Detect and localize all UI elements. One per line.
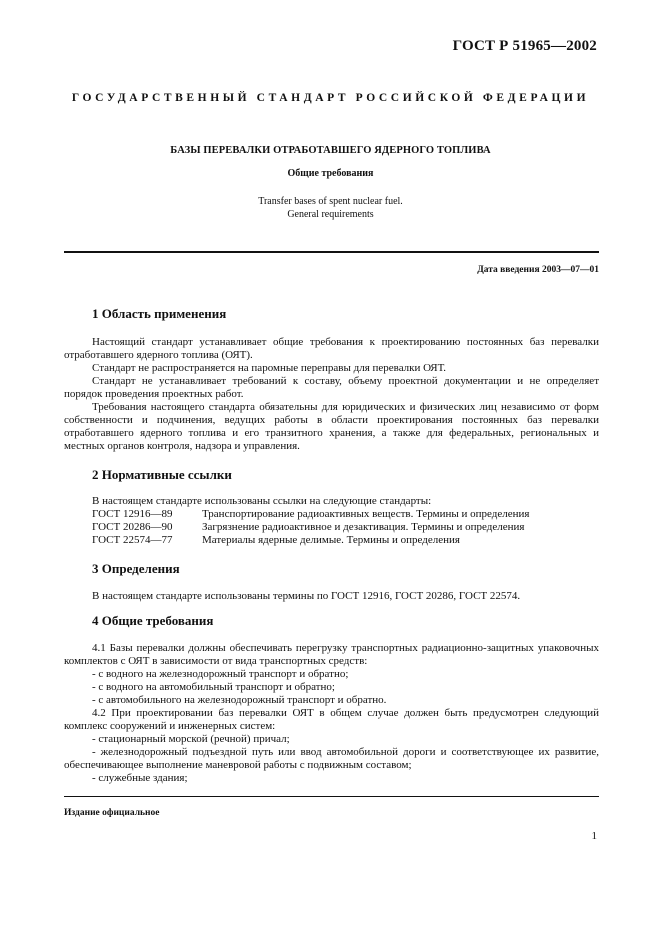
list-item: - с автомобильного на железнодорожный транспорт и обратно. <box>92 694 387 706</box>
list-item: - стационарный морской (речной) причал; <box>92 733 290 745</box>
section-heading: 3 Определения <box>92 561 180 576</box>
page-number: 1 <box>591 830 597 842</box>
reference-title: Транспортирование радиоактивных веществ. Термины и определения <box>202 508 530 520</box>
document-number: ГОСТ Р 51965—2002 <box>452 38 597 54</box>
list-item: - с водного на автомобильный транспорт и обратно; <box>92 681 335 693</box>
header-divider <box>64 251 599 253</box>
reference-title: Материалы ядерные делимые. Термины и определения <box>202 534 460 546</box>
english-title-line: General requirements <box>287 209 374 220</box>
list-item: - служебные здания; <box>92 772 188 784</box>
paragraph: 4.2 При проектировании баз перевалки ОЯТ в общем случае должен быть предусмотрен следующий комплекс сооружений и инженерных систем: <box>64 707 599 732</box>
references-intro: В настоящем стандарте использованы ссылки на следующие стандарты: <box>92 495 432 507</box>
section-body <box>64 336 599 453</box>
document-subtitle: Общие требования <box>287 168 374 179</box>
section-heading: 4 Общие требования <box>92 613 214 628</box>
list-item <box>92 508 572 521</box>
list-item: - железнодорожный подъездной путь или ввод автомобильной дороги и соответствующее их развитие, обеспечивающее выполнение маневровой работы с подвижным составом; <box>64 746 599 771</box>
section-body <box>64 642 599 785</box>
list-item <box>92 534 572 547</box>
list-item: - с водного на железнодорожный транспорт и обратно; <box>92 668 349 680</box>
reference-code: ГОСТ 22574—77 <box>92 534 173 546</box>
footer-divider <box>64 796 599 797</box>
reference-code: ГОСТ 12916—89 <box>92 508 173 520</box>
paragraph: В настоящем стандарте использованы термины по ГОСТ 12916, ГОСТ 20286, ГОСТ 22574. <box>92 590 521 602</box>
state-standard-title: ГОСУДАРСТВЕННЫЙ СТАНДАРТ РОССИЙСКОЙ ФЕДЕРАЦИИ <box>71 92 590 104</box>
paragraph: Стандарт не распространяется на паромные переправы для перевалки ОЯТ. <box>92 362 447 374</box>
reference-code: ГОСТ 20286—90 <box>92 521 173 533</box>
paragraph: Настоящий стандарт устанавливает общие требования к проектированию постоянных баз перевалки отработавшего ядерного топлива (ОЯТ). <box>64 336 599 361</box>
section-body <box>64 590 599 603</box>
list-item <box>92 521 572 534</box>
document-title: БАЗЫ ПЕРЕВАЛКИ ОТРАБОТАВШЕГО ЯДЕРНОГО ТОПЛИВА <box>170 145 491 156</box>
paragraph: Требования настоящего стандарта обязательны для юридических и физических лиц независимо от форм собственности и подчинения, ведущих работы в области проектирования постоянных баз перевалки отработавшего ядерного топлива и его транзитного хранения, а также для федеральных, региональных и местных органов контроля, надзора и управления. <box>64 401 599 452</box>
english-title <box>64 195 597 221</box>
paragraph: Стандарт не устанавливает требований к составу, объему проектной документации и не определяет порядок проведения проектных работ. <box>64 375 599 400</box>
paragraph: 4.1 Базы перевалки должны обеспечивать перегрузку транспортных радиационно-защитных упаковочных комплектов с ОЯТ в зависимости от вида транспортных средств: <box>64 642 599 667</box>
introduction-date: Дата введения 2003—07—01 <box>477 265 599 275</box>
english-title-line: Transfer bases of spent nuclear fuel. <box>258 196 403 207</box>
edition-label: Издание официальное <box>64 808 160 818</box>
section-heading: 2 Нормативные ссылки <box>92 467 232 482</box>
section-heading: 1 Область применения <box>92 306 227 321</box>
reference-title: Загрязнение радиоактивное и дезактивация. Термины и определения <box>202 521 525 533</box>
references-list <box>92 495 572 547</box>
